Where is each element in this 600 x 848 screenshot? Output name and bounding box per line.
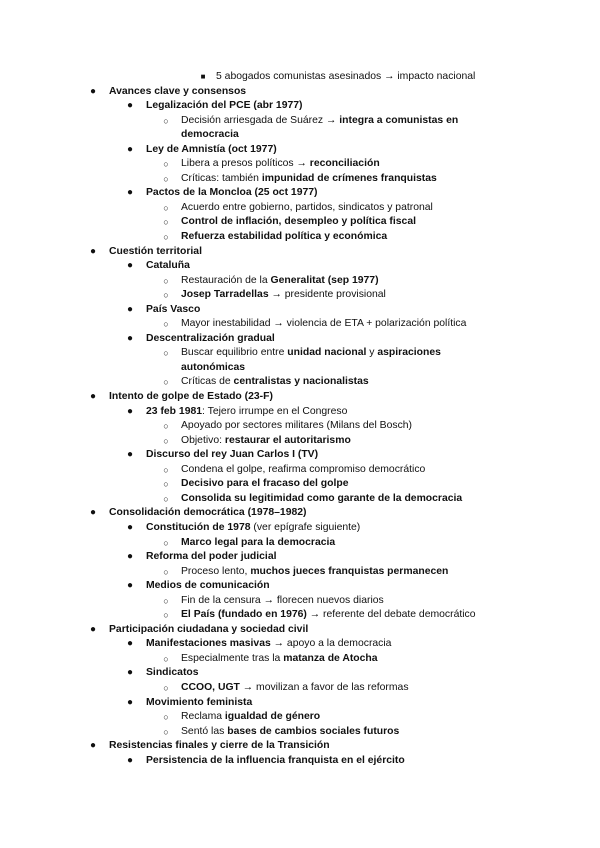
outline-text — [181, 215, 416, 230]
bold-text-run: reconciliación — [309, 158, 380, 170]
bold-text-run: autonómicas — [181, 361, 246, 373]
outline-line — [0, 579, 600, 594]
outline-line — [0, 463, 600, 478]
outline-text — [146, 405, 347, 420]
outline-line — [0, 448, 600, 463]
square-bullet-icon: ■ — [200, 72, 206, 81]
outline-line — [0, 361, 600, 376]
disc-bullet-icon: ● — [126, 405, 134, 417]
text-run: Fin de la censura → florecen nuevos diarios — [181, 594, 384, 606]
circle-bullet-icon: ○ — [163, 595, 169, 606]
bold-text-run: integra a comunistas en — [339, 114, 459, 126]
outline-line — [0, 419, 600, 434]
outline-text — [146, 550, 277, 565]
bold-text-run: Josep Tarradellas — [181, 289, 269, 301]
outline-text — [181, 230, 387, 245]
outline-text — [181, 157, 380, 172]
outline-text — [181, 565, 448, 580]
outline-text — [146, 696, 252, 711]
outline-text — [181, 492, 462, 507]
outline-line — [0, 99, 600, 114]
outline-text — [146, 521, 360, 536]
text-run: Libera a presos políticos → — [181, 158, 310, 170]
outline-text — [181, 536, 335, 551]
bold-text-run: Legalización del PCE (abr 1977) — [146, 100, 303, 112]
bold-text-run: CCOO, UGT — [181, 681, 240, 693]
outline-line — [0, 536, 600, 551]
outline-line — [0, 623, 600, 638]
outline-line — [0, 274, 600, 289]
circle-bullet-icon: ○ — [163, 712, 169, 723]
outline-text — [146, 637, 391, 652]
outline-text — [109, 623, 308, 638]
text-run: Especialmente tras la — [181, 652, 284, 664]
outline-line — [0, 346, 600, 361]
bold-text-run: impunidad de crímenes franquistas — [261, 172, 437, 184]
bold-text-run: Consolidación democrática (1978–1982) — [109, 507, 307, 519]
outline-text — [146, 666, 199, 681]
circle-bullet-icon: ○ — [163, 537, 169, 548]
circle-bullet-icon: ○ — [163, 202, 169, 213]
outline-line — [0, 434, 600, 449]
disc-bullet-icon: ● — [89, 391, 97, 403]
outline-text — [181, 172, 437, 187]
outline-line — [0, 186, 600, 201]
bold-text-run: democracia — [181, 129, 239, 141]
bold-text-run: Resistencias finales y cierre de la Transición — [109, 740, 330, 752]
bold-text-run: centralistas y nacionalistas — [233, 376, 369, 388]
circle-bullet-icon: ○ — [163, 726, 169, 737]
outline-text — [146, 579, 270, 594]
outline-line — [0, 477, 600, 492]
bold-text-run: Descentralización gradual — [146, 332, 275, 344]
bold-text-run: Cataluña — [146, 260, 190, 272]
disc-bullet-icon: ● — [89, 85, 97, 97]
outline-line — [0, 303, 600, 318]
text-run: Restauración de la — [181, 274, 271, 286]
bold-text-run: Sindicatos — [146, 667, 199, 679]
outline-line — [0, 288, 600, 303]
bold-text-run: restaurar el autoritarismo — [224, 434, 351, 446]
outline-line — [0, 608, 600, 623]
disc-bullet-icon: ● — [126, 667, 134, 679]
outline-line — [0, 492, 600, 507]
disc-bullet-icon: ● — [89, 245, 97, 257]
bold-text-run: Persistencia de la influencia franquista en el ejército — [146, 754, 405, 766]
circle-bullet-icon: ○ — [163, 421, 169, 432]
bold-text-run: Avances clave y consensos — [109, 85, 247, 97]
circle-bullet-icon: ○ — [163, 377, 169, 388]
outline-text — [181, 594, 384, 609]
outline-line — [0, 681, 600, 696]
circle-bullet-icon: ○ — [163, 115, 169, 126]
outline-text — [181, 608, 476, 623]
circle-bullet-icon: ○ — [163, 435, 169, 446]
outline-line — [0, 317, 600, 332]
outline-line — [0, 725, 600, 740]
outline-text — [181, 681, 409, 696]
outline-text — [181, 317, 466, 332]
bold-text-run: Manifestaciones masivas — [146, 638, 271, 650]
bold-text-run: matanza de Atocha — [283, 652, 378, 664]
outline-line — [0, 375, 600, 390]
text-run: Acuerdo entre gobierno, partidos, sindicatos y patronal — [181, 201, 433, 213]
bold-text-run: igualdad de género — [224, 711, 321, 723]
text-run: Críticas de — [181, 376, 234, 388]
circle-bullet-icon: ○ — [163, 232, 169, 243]
outline-text — [146, 448, 318, 463]
outline-line — [0, 666, 600, 681]
disc-bullet-icon: ● — [126, 449, 134, 461]
outline-text — [109, 85, 246, 100]
disc-bullet-icon: ● — [126, 100, 134, 112]
outline-line — [0, 245, 600, 260]
disc-bullet-icon: ● — [126, 143, 134, 155]
outline-text — [181, 710, 320, 725]
circle-bullet-icon: ○ — [163, 159, 169, 170]
disc-bullet-icon: ● — [89, 507, 97, 519]
outline-text — [146, 259, 190, 274]
outline-text — [146, 332, 275, 347]
circle-bullet-icon: ○ — [163, 610, 169, 621]
outline-text — [146, 99, 303, 114]
disc-bullet-icon: ● — [126, 580, 134, 592]
disc-bullet-icon: ● — [126, 187, 134, 199]
circle-bullet-icon: ○ — [163, 290, 169, 301]
document-page — [0, 70, 600, 768]
bold-text-run: Intento de golpe de Estado (23-F) — [109, 391, 273, 403]
outline-text — [146, 186, 318, 201]
disc-bullet-icon: ● — [126, 521, 134, 533]
disc-bullet-icon: ● — [126, 696, 134, 708]
bold-text-run: Cuestión territorial — [109, 245, 202, 257]
circle-bullet-icon: ○ — [163, 682, 169, 693]
circle-bullet-icon: ○ — [163, 319, 169, 330]
text-run: Mayor inestabilidad → violencia de ETA + polarización política — [181, 318, 467, 330]
circle-bullet-icon: ○ — [163, 173, 169, 184]
disc-bullet-icon: ● — [126, 332, 134, 344]
bold-text-run: 23 feb 1981 — [146, 405, 203, 417]
outline-text — [109, 245, 202, 260]
outline-text — [146, 303, 200, 318]
outline-text — [146, 143, 277, 158]
outline-text — [181, 361, 245, 376]
outline-line — [0, 652, 600, 667]
disc-bullet-icon: ● — [126, 260, 134, 272]
outline-text — [181, 419, 412, 434]
bold-text-run: unidad nacional — [287, 347, 367, 359]
bold-text-run: bases de cambios sociales futuros — [227, 725, 400, 737]
circle-bullet-icon: ○ — [163, 275, 169, 286]
outline-line — [0, 390, 600, 405]
bold-text-run: Medios de comunicación — [146, 580, 270, 592]
disc-bullet-icon: ● — [89, 740, 97, 752]
bold-text-run: muchos jueces franquistas permanecen — [250, 565, 449, 577]
outline-line — [0, 157, 600, 172]
outline-line — [0, 114, 600, 129]
outline-line — [0, 565, 600, 580]
bold-text-run: Generalitat (sep 1977) — [270, 274, 379, 286]
outline-text — [181, 274, 379, 289]
bold-text-run: Marco legal para la democracia — [181, 536, 336, 548]
outline-line — [0, 594, 600, 609]
circle-bullet-icon: ○ — [163, 653, 169, 664]
outline-text — [109, 506, 307, 521]
circle-bullet-icon: ○ — [163, 217, 169, 228]
text-run: Apoyado por sectores militares (Milans del Bosch) — [181, 420, 412, 432]
bold-text-run: Control de inflación, desempleo y política fiscal — [181, 216, 416, 228]
circle-bullet-icon: ○ — [163, 493, 169, 504]
disc-bullet-icon: ● — [89, 623, 97, 635]
outline-line — [0, 696, 600, 711]
circle-bullet-icon: ○ — [163, 479, 169, 490]
bold-text-run: Reforma del poder judicial — [146, 551, 277, 563]
bold-text-run: Movimiento feminista — [146, 696, 253, 708]
outline-text — [181, 725, 399, 740]
outline-text — [181, 288, 386, 303]
outline-text — [146, 754, 405, 769]
outline-text — [181, 463, 425, 478]
text-run: y — [366, 347, 378, 359]
outline-line — [0, 201, 600, 216]
outline-text — [181, 652, 378, 667]
bold-text-run: Ley de Amnistía (oct 1977) — [146, 143, 277, 155]
disc-bullet-icon: ● — [126, 303, 134, 315]
bold-text-run: Refuerza estabilidad política y económica — [181, 231, 388, 243]
outline-line — [0, 332, 600, 347]
outline-text — [181, 477, 348, 492]
outline-text — [181, 375, 369, 390]
text-run: → apoyo a la democracia — [270, 638, 392, 650]
bold-text-run: Discurso del rey Juan Carlos I (TV) — [146, 449, 319, 461]
text-run: Proceso lento, — [181, 565, 251, 577]
text-run: Buscar equilibrio entre — [181, 347, 288, 359]
circle-bullet-icon: ○ — [163, 464, 169, 475]
outline-line — [0, 215, 600, 230]
bold-text-run: Consolida su legitimidad como garante de la democracia — [181, 492, 463, 504]
bold-text-run: Decisivo para el fracaso del golpe — [181, 478, 349, 490]
outline-text — [181, 434, 351, 449]
outline-line — [0, 143, 600, 158]
disc-bullet-icon: ● — [126, 754, 134, 766]
outline-line — [0, 637, 600, 652]
outline-text — [181, 114, 458, 129]
text-run: Críticas: también — [181, 172, 262, 184]
text-run: Reclama — [181, 711, 225, 723]
outline-line — [0, 85, 600, 100]
circle-bullet-icon: ○ — [163, 566, 169, 577]
text-run: Sentó las — [181, 725, 228, 737]
outline-line — [0, 754, 600, 769]
outline-line — [0, 739, 600, 754]
outline-line — [0, 128, 600, 143]
text-run: → movilizan a favor de las reformas — [239, 681, 409, 693]
text-run: Decisión arriesgada de Suárez → — [181, 114, 340, 126]
text-run: (ver epígrafe siguiente) — [250, 521, 361, 533]
text-run: 5 abogados comunistas asesinados → impacto nacional — [216, 71, 476, 82]
outline-line — [0, 405, 600, 420]
outline-line — [0, 521, 600, 536]
text-run: → presidente provisional — [268, 289, 386, 301]
outline-text — [181, 128, 239, 143]
outline-text — [109, 390, 273, 405]
disc-bullet-icon: ● — [126, 638, 134, 650]
bold-text-run: Participación ciudadana y sociedad civil — [109, 623, 309, 635]
bold-text-run: Pactos de la Moncloa (25 oct 1977) — [146, 187, 318, 199]
bold-text-run: Constitución de 1978 — [146, 521, 251, 533]
outline-line — [0, 70, 600, 85]
outline-text — [216, 70, 475, 85]
text-run: : Tejero irrumpe en el Congreso — [202, 405, 348, 417]
outline-text — [181, 346, 441, 361]
outline-line — [0, 259, 600, 274]
outline-line — [0, 172, 600, 187]
bold-text-run: País Vasco — [146, 303, 201, 315]
text-run: Condena el golpe, reafirma compromiso democrático — [181, 463, 426, 475]
text-run: Objetivo: — [181, 434, 225, 446]
outline-line — [0, 506, 600, 521]
disc-bullet-icon: ● — [126, 551, 134, 563]
outline-text — [181, 201, 433, 216]
outline-line — [0, 550, 600, 565]
outline-line — [0, 230, 600, 245]
outline-text — [109, 739, 330, 754]
bold-text-run: aspiraciones — [377, 347, 441, 359]
bold-text-run: El País (fundado en 1976) — [181, 609, 307, 621]
text-run: → referente del debate democrático — [306, 609, 476, 621]
circle-bullet-icon: ○ — [163, 348, 169, 359]
outline-line — [0, 710, 600, 725]
